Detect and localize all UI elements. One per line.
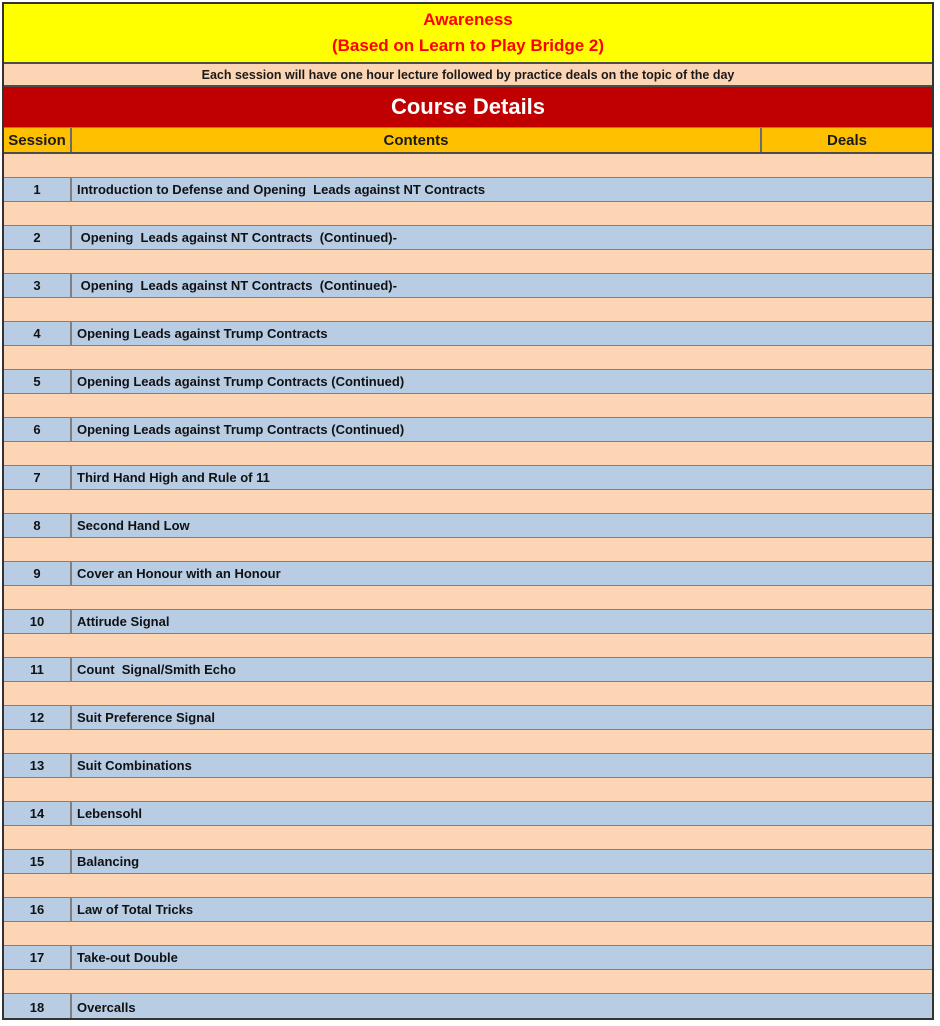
table-row	[4, 225, 932, 250]
table-row	[4, 177, 932, 202]
session-content-cell: Opening Leads against NT Contracts (Continued)-	[77, 230, 397, 245]
session-number-cell: 12	[4, 706, 72, 729]
session-content-cell: Opening Leads against Trump Contracts (Continued)	[77, 422, 405, 437]
table-row	[4, 945, 932, 970]
row-spacer	[4, 586, 932, 609]
session-content-cell: Suit Combinations	[77, 758, 192, 773]
table-row	[4, 609, 932, 634]
session-content-cell: Cover an Honour with an Honour	[77, 566, 281, 581]
session-number-cell: 3	[4, 274, 72, 297]
session-content-cell: Third Hand High and Rule of 11	[77, 470, 270, 485]
session-number-cell: 10	[4, 610, 72, 633]
instruction-banner	[4, 62, 932, 87]
session-number-cell: 16	[4, 898, 72, 921]
column-header-session: Session	[4, 128, 72, 152]
column-header-contents: Contents	[72, 128, 762, 152]
table-row	[4, 513, 932, 538]
row-spacer	[4, 730, 932, 753]
column-header-deals: Deals	[826, 131, 868, 149]
row-spacer	[4, 394, 932, 417]
session-content-cell: Lebensohl	[77, 806, 143, 821]
session-content-cell: Count Signal/Smith Echo	[77, 662, 236, 677]
session-number-cell: 9	[4, 562, 72, 585]
table-row	[4, 897, 932, 922]
row-spacer	[4, 490, 932, 513]
row-spacer	[4, 778, 932, 801]
table-row	[4, 561, 932, 586]
table-row	[4, 849, 932, 874]
table-row	[4, 417, 932, 442]
table-row	[4, 705, 932, 730]
session-rows	[4, 154, 932, 1018]
session-number-cell: 2	[4, 226, 72, 249]
page-title: Awareness	[423, 10, 513, 29]
row-spacer	[4, 538, 932, 561]
session-number-cell: 6	[4, 418, 72, 441]
session-number-cell: 11	[4, 658, 72, 681]
session-content-cell: Attirude Signal	[77, 614, 170, 629]
session-content-cell: Opening Leads against NT Contracts (Continued)-	[77, 278, 397, 293]
session-number-cell: 17	[4, 946, 72, 969]
table-row	[4, 273, 932, 298]
row-spacer	[4, 634, 932, 657]
row-spacer	[4, 298, 932, 321]
row-spacer	[4, 442, 932, 465]
row-spacer	[4, 826, 932, 849]
section-header	[4, 87, 932, 127]
session-content-cell: Overcalls	[77, 1000, 136, 1015]
document-frame	[2, 2, 934, 1020]
session-content-cell: Take-out Double	[77, 950, 178, 965]
row-spacer	[4, 922, 932, 945]
table-row	[4, 993, 932, 1018]
session-number-cell: 5	[4, 370, 72, 393]
table-row	[4, 801, 932, 826]
title-banner	[4, 4, 932, 62]
row-spacer	[4, 970, 932, 993]
session-number-cell: 14	[4, 802, 72, 825]
row-spacer	[4, 346, 932, 369]
table-row	[4, 465, 932, 490]
session-content-cell: Law of Total Tricks	[77, 902, 194, 917]
session-number-cell: 7	[4, 466, 72, 489]
session-number-cell: 1	[4, 178, 72, 201]
row-spacer	[4, 250, 932, 273]
table-row	[4, 753, 932, 778]
session-number-cell: 15	[4, 850, 72, 873]
session-content-cell: Introduction to Defense and Opening Leads against NT Contracts	[77, 182, 486, 197]
table-row	[4, 369, 932, 394]
session-content-cell: Opening Leads against Trump Contracts (Continued)	[77, 374, 405, 389]
session-content-cell: Balancing	[77, 854, 140, 869]
session-content-cell: Suit Preference Signal	[77, 710, 215, 725]
page-subtitle: (Based on Learn to Play Bridge 2)	[331, 36, 605, 55]
table-header-row	[4, 127, 932, 154]
row-spacer	[4, 874, 932, 897]
row-spacer	[4, 154, 932, 177]
table-row	[4, 657, 932, 682]
session-content-cell: Opening Leads against Trump Contracts	[77, 326, 328, 341]
session-number-cell: 13	[4, 754, 72, 777]
row-spacer	[4, 682, 932, 705]
session-number-cell: 18	[4, 994, 72, 1018]
instruction-text: Each session will have one hour lecture followed by practice deals on the topic of the day	[201, 67, 735, 82]
table-row	[4, 321, 932, 346]
session-number-cell: 8	[4, 514, 72, 537]
row-spacer	[4, 202, 932, 225]
session-content-cell: Second Hand Low	[77, 518, 190, 533]
session-number-cell: 4	[4, 322, 72, 345]
section-title: Course Details	[390, 94, 546, 119]
